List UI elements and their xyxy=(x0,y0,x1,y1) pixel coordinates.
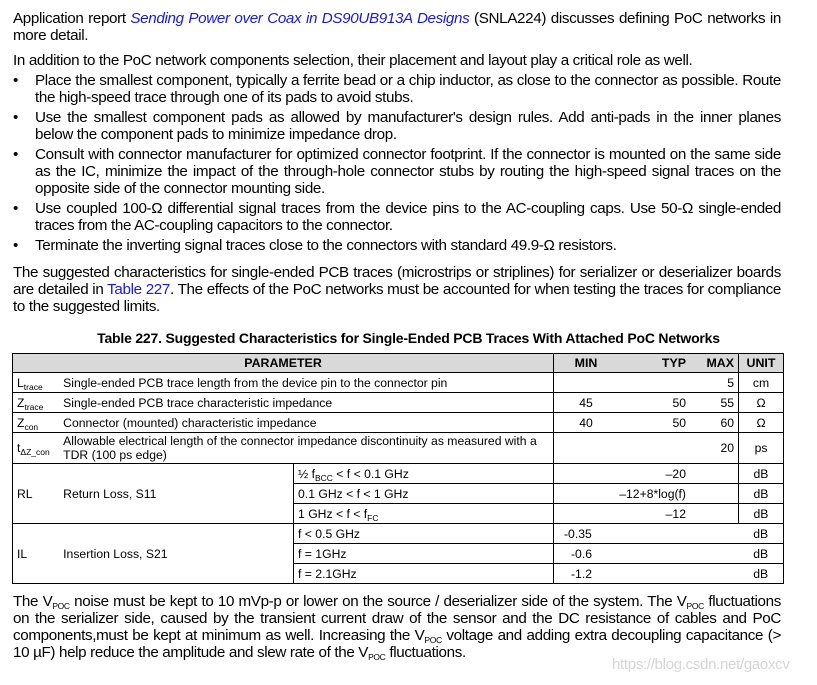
param-max: 55 xyxy=(690,393,739,413)
param-max: 5 xyxy=(690,373,739,393)
table-row-il xyxy=(13,524,784,544)
param-value: –20 xyxy=(554,464,739,484)
param-unit: dB xyxy=(739,504,784,524)
table-header-row xyxy=(13,354,784,373)
param-value: -0.6 xyxy=(554,544,739,564)
list-item: • Use the smallest component pads as allowed by manufacturer's design rules. Add anti-pads in the inner planes below the component pads to minimize impedance drop. xyxy=(13,109,781,143)
table-row xyxy=(13,373,784,393)
table-row xyxy=(13,413,784,433)
header-typ: TYP xyxy=(618,354,690,373)
param-description: Single-ended PCB trace characteristic impedance xyxy=(59,393,553,413)
intro-paragraph: Application report Sending Power over Coax in DS90UB913A Designs (SNLA224) discusses defining PoC networks in more detail. xyxy=(13,10,781,44)
param-unit: dB xyxy=(739,544,784,564)
table-row-rl xyxy=(13,464,784,484)
param-typ xyxy=(618,433,690,464)
header-max: MAX xyxy=(690,354,739,373)
param-typ: 50 xyxy=(618,393,690,413)
param-condition: f < 0.5 GHz xyxy=(294,524,554,544)
param-condition: f = 2.1GHz xyxy=(294,564,554,584)
suggested-paragraph: The suggested characteristics for single-ended PCB traces (microstrips or striplines) for serializer or deserializer boards are detailed in Table 227. The effects of the PoC networks must be accounted for when testing the traces for compliance to the suggested limits. xyxy=(13,264,781,315)
bullet-icon: • xyxy=(13,109,18,126)
layout-intro-paragraph: In addition to the PoC network components selection, their placement and layout play a critical role as well. xyxy=(13,52,693,69)
param-condition: 0.1 GHz < f < 1 GHz xyxy=(294,484,554,504)
param-unit: dB xyxy=(739,484,784,504)
header-unit: UNIT xyxy=(739,354,784,373)
param-value: -1.2 xyxy=(554,564,739,584)
param-typ xyxy=(618,373,690,393)
list-item: • Place the smallest component, typically a ferrite bead or a chip inductor, as close to the connector as possible. Route the high-speed trace through one of its pads to avoid stubs. xyxy=(13,72,781,106)
param-symbol: $Z_{trace}$ xyxy=(13,393,60,413)
param-unit: cm xyxy=(739,373,784,393)
table-row xyxy=(13,433,784,464)
param-typ: 50 xyxy=(618,413,690,433)
param-condition: f = 1GHz xyxy=(294,544,554,564)
bullet-icon: • xyxy=(13,237,18,254)
list-item: • Use coupled 100-Ω differential signal traces from the device pins to the AC-coupling caps. Use 50-Ω single-ended traces from the AC-coupling capacitors to the connector. xyxy=(13,200,781,234)
vpoc-paragraph: The $V_{POC}$ noise must be kept to 10 mVp-p or lower on the source / deserializer side of the system. The $V_{POC}$ fluctuations on the serializer side, caused by the transient current draw of the sensor and the DC resistance of cables and PoC components,must be kept at minimum as well. Increasing the $V_{POC}$ voltage and adding extra decoupling capacitance (> 10 µF) help reduce the amplitude and slew rate of the $V_{POC}$ fluctuations. xyxy=(13,593,781,662)
param-min: 45 xyxy=(554,393,619,413)
param-description: Return Loss, S11 xyxy=(59,464,293,524)
layout-guidelines-list xyxy=(13,72,781,257)
list-item: • Terminate the inverting signal traces close to the connectors with standard 49.9-Ω resistors. xyxy=(13,237,617,254)
header-parameter: PARAMETER xyxy=(13,354,554,373)
param-symbol: $t_{\Delta Z\_con}$ xyxy=(13,433,60,464)
watermark: https://blog.csdn.net/gaoxcv xyxy=(612,656,790,673)
param-value: –12 xyxy=(554,504,739,524)
param-unit: dB xyxy=(739,524,784,544)
param-symbol: RL xyxy=(13,464,60,524)
param-min xyxy=(554,373,619,393)
param-symbol: IL xyxy=(13,524,60,584)
param-value: -0.35 xyxy=(554,524,739,544)
param-min xyxy=(554,433,619,464)
bullet-icon: • xyxy=(13,146,18,163)
param-unit: Ω xyxy=(739,413,784,433)
spec-table xyxy=(12,353,784,584)
header-min: MIN xyxy=(554,354,619,373)
param-symbol: $Z_{con}$ xyxy=(13,413,60,433)
param-max: 60 xyxy=(690,413,739,433)
param-unit: dB xyxy=(739,564,784,584)
param-description: Single-ended PCB trace length from the device pin to the connector pin xyxy=(59,373,553,393)
table-row xyxy=(13,393,784,413)
table-227-link[interactable]: Table 227 xyxy=(107,281,170,298)
param-unit: Ω xyxy=(739,393,784,413)
param-min: 40 xyxy=(554,413,619,433)
bullet-icon: • xyxy=(13,200,18,217)
bullet-icon: • xyxy=(13,72,18,89)
param-description: Allowable electrical length of the connector impedance discontinuity as measured with a TDR (100 ps edge) xyxy=(59,433,553,464)
param-condition: ½ $f_{BCC} < f < 0.1$ GHz xyxy=(294,464,554,484)
param-unit: dB xyxy=(739,464,784,484)
param-description: Insertion Loss, S21 xyxy=(59,524,293,584)
param-max: 20 xyxy=(690,433,739,464)
param-symbol: $L_{trace}$ xyxy=(13,373,60,393)
app-report-link[interactable]: Sending Power over Coax in DS90UB913A Designs xyxy=(130,10,470,27)
param-description: Connector (mounted) characteristic impedance xyxy=(59,413,553,433)
param-unit: ps xyxy=(739,433,784,464)
table-caption: Table 227. Suggested Characteristics for Single-Ended PCB Traces With Attached PoC Networks xyxy=(97,330,720,346)
param-value: –12+8*log(f) xyxy=(554,484,739,504)
list-item: • Consult with connector manufacturer for optimized connector footprint. If the connector is mounted on the same side as the IC, minimize the impact of the through-hole connector stubs by routing the high-speed signal traces on the opposite side of the connector mounting side. xyxy=(13,146,781,197)
param-condition: 1 GHz < $f < f_{FC}$ xyxy=(294,504,554,524)
